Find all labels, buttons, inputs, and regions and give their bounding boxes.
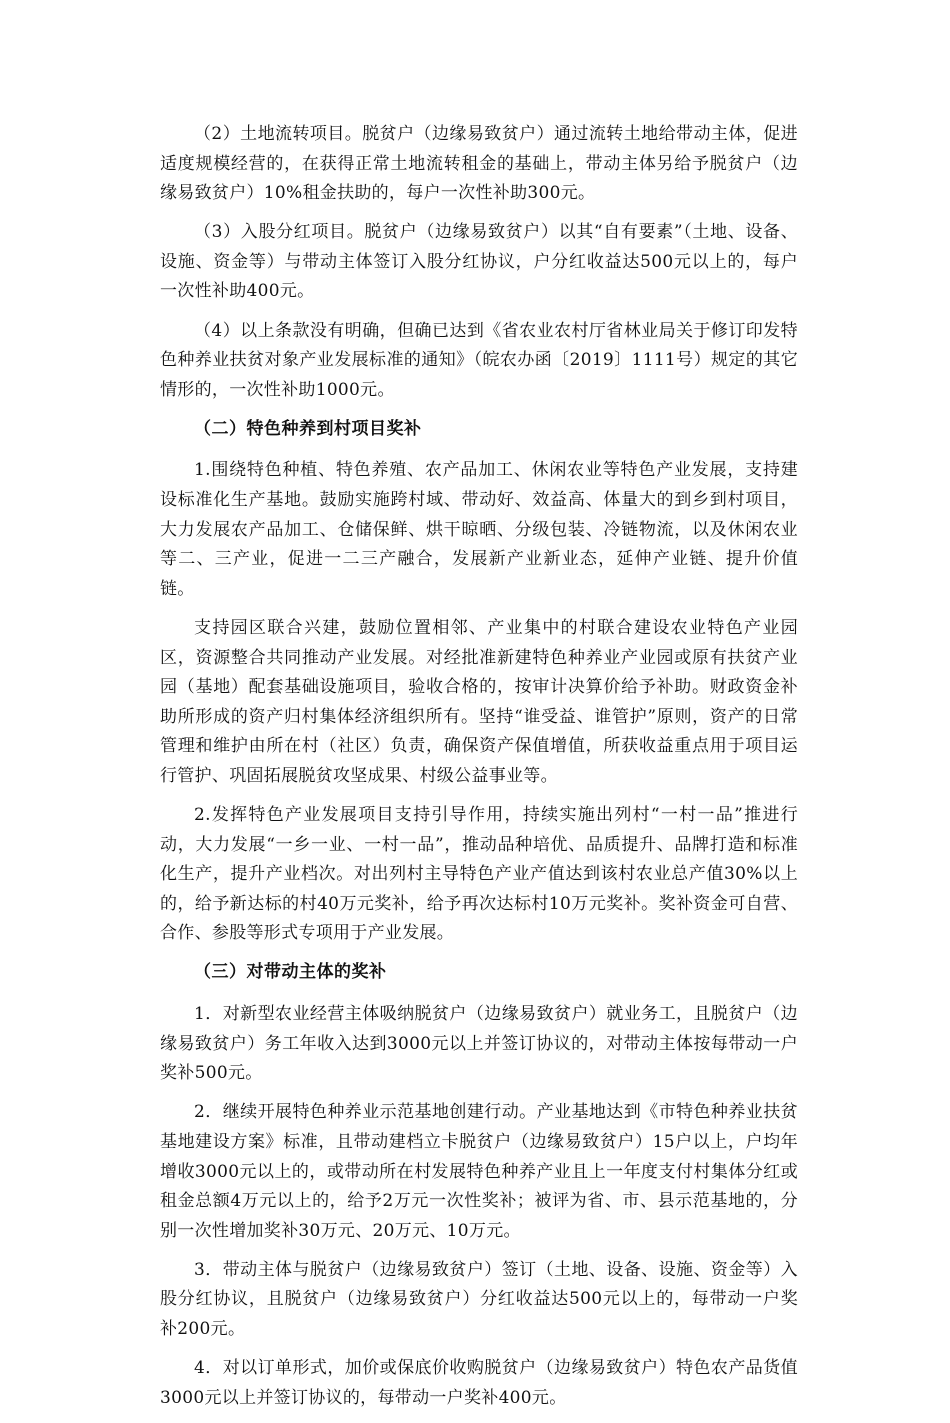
paragraph-one-village-one-product: 2.发挥特色产业发展项目支持引导作用，持续实施出列村“一村一品”推进行动，大力发展“一乡一业、一村一品”，推动品种培优、品质提升、品牌打造和标准化生产，提升产业档次。对出列村主导特色产业产值达到该村农业总产值30%以上的，给予新达标的村40万元奖补，给予再次达标村10万元奖补。奖补资金可自营、合作、参股等形式专项用于产业发展。 [160,804,798,944]
paragraph-employment-reward: 1．对新型农业经营主体吸纳脱贫户（边缘易致贫户）就业务工，且脱贫户（边缘易致贫户）务工年收入达到3000元以上并签订协议的，对带动主体按每带动一户奖补500元。 [160,1004,798,1084]
paragraph-equity-dividend: （3）入股分红项目。脱贫户（边缘易致贫户）以其“自有要素”（土地、设备、设施、资金等）与带动主体签订入股分红协议，户分红收益达500元以上的，每户一次性补助400元。 [160,222,798,302]
paragraph-order-purchase: 4．对以订单形式，加价或保底价收购脱贫户（边缘易致贫户）特色农产品货值3000元以上并签订协议的，每带动一户奖补400元。 [160,1358,798,1408]
paragraph-standard-bases: 1.围绕特色种植、特色养殖、农产品加工、休闲农业等特色产业发展，支持建设标准化生产基地。鼓励实施跨村域、带动好、效益高、体量大的到乡到村项目，大力发展农产品加工、仓储保鲜、烘干晾晒、分级包装、冷链物流，以及休闲农业等二、三产业，促进一二三产融合，发展新产业新业态，延伸产业链、提升价值链。 [160,460,798,599]
paragraph-other-cases: （4）以上条款没有明确，但确已达到《省农业农村厅省林业局关于修订印发特色种养业扶贫对象产业发展标准的通知》（皖农办函〔2019〕1111号）规定的其它情形的，一次性补助1000元。 [160,320,798,400]
paragraph-land-transfer: （2）土地流转项目。脱贫户（边缘易致贫户）通过流转土地给带动主体，促进适度规模经营的，在获得正常土地流转租金的基础上，带动主体另给予脱贫户（边缘易致贫户）10%租金扶助的，每户一次性补助300元。 [160,124,798,204]
paragraph-demonstration-base: 2．继续开展特色种养业示范基地创建行动。产业基地达到《市特色种养业扶贫基地建设方案》标准，且带动建档立卡脱贫户（边缘易致贫户）15户以上，户均年增收3000元以上的，或带动所在村发展特色种养产业且上一年度支付村集体分红或租金总额4万元以上的，给予2万元一次性奖补；被评为省、市、县示范基地的，分别一次性增加奖补30万元、20万元、10万元。 [160,1102,798,1241]
paragraph-dividend-agreement: 3．带动主体与脱贫户（边缘易致贫户）签订（土地、设备、设施、资金等）入股分红协议，且脱贫户（边缘易致贫户）分红收益达500元以上的，每带动一户奖补200元。 [160,1259,798,1339]
section-heading-lead-entities: （三）对带动主体的奖补 [194,962,387,983]
paragraph-industrial-parks: 支持园区联合兴建，鼓励位置相邻、产业集中的村联合建设农业特色产业园区，资源整合共同推动产业发展。对经批准新建特色种养业产业园或原有扶贫产业园（基地）配套基础设施项目，验收合格的，按审计决算价给予补助。财政资金补助所形成的资产归村集体经济组织所有。坚持“谁受益、谁管护”原则，资产的日常管理和维护由所在村（社区）负责，确保资产保值增值，所获收益重点用于项目运行管护、巩固拓展脱贫攻坚成果、村级公益事业等。 [160,617,798,786]
document-page [160,120,798,1423]
section-heading-village-projects: （二）特色种养到村项目奖补 [194,418,422,439]
